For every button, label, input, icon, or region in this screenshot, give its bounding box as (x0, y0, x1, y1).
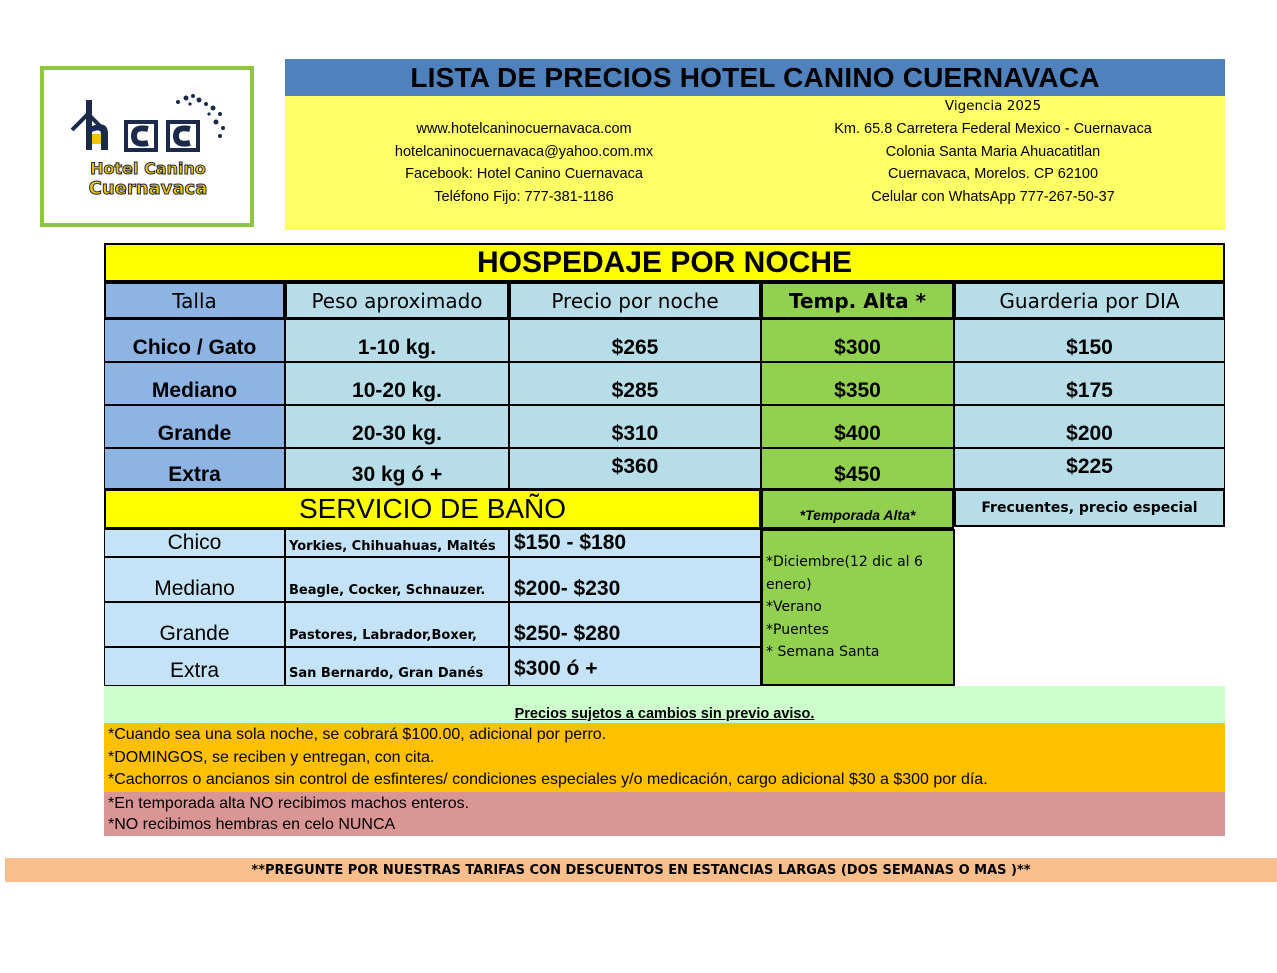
row-temp-alta: $300 (761, 319, 954, 362)
row-talla: Mediano (104, 362, 285, 405)
high-season-label: *Temporada Alta* (761, 489, 954, 529)
facebook-link[interactable]: Facebook: Hotel Canino Cuernavaca (405, 166, 643, 182)
bath-row-talla: Grande (104, 602, 285, 647)
policy-note: *Cachorros o ancianos sin control de esfinteres/ condiciones especiales y/o medicación, cargo adicional $30 a $300 por día. (108, 771, 988, 788)
validity-year: Vigencia 2025 (944, 98, 1042, 114)
bath-row-razas: San Bernardo, Gran Danés (285, 647, 509, 686)
whatsapp-text: Celular con WhatsApp 777-267-50-37 (871, 189, 1115, 205)
hotel-logo (40, 66, 254, 227)
bath-row-razas: Yorkies, Chihuahuas, Maltés (285, 529, 509, 557)
policy-note: *DOMINGOS, se reciben y entregan, con cita. (108, 748, 435, 766)
row-talla: Chico / Gato (104, 319, 285, 362)
col-header-temp-alta: Temp. Alta * (761, 282, 954, 319)
lodging-title: HOSPEDAJE POR NOCHE (104, 243, 1225, 282)
policy-notes (104, 723, 1225, 792)
bath-row-razas: Beagle, Cocker, Schnauzer. (285, 557, 509, 602)
row-peso: 1-10 kg. (285, 319, 509, 362)
long-stay-banner: **PREGUNTE POR NUESTRAS TARIFAS CON DESCUENTOS EN ESTANCIAS LARGAS (DOS SEMANAS O MAS )** (5, 858, 1277, 882)
restriction-note: *En temporada alta NO recibimos machos enteros. (108, 795, 470, 812)
season-item: *Diciembre(12 dic al 6 enero) (766, 554, 923, 593)
row-guarderia: $175 (954, 362, 1225, 405)
row-guarderia: $150 (954, 319, 1225, 362)
bath-row-precio: $250- $280 (509, 602, 761, 647)
bath-row-precio: $150 - $180 (509, 529, 761, 557)
bath-row-razas: Pastores, Labrador,Boxer, (285, 602, 509, 647)
row-temp-alta: $400 (761, 405, 954, 448)
logo-line1: Hotel Canino (90, 159, 206, 178)
row-peso: 10-20 kg. (285, 362, 509, 405)
season-item: *Puentes (766, 621, 829, 638)
address-line1: Km. 65.8 Carretera Federal Mexico - Cuernavaca (834, 121, 1152, 137)
row-talla: Grande (104, 405, 285, 448)
row-precio: $265 (509, 319, 761, 362)
col-header-precio: Precio por noche (509, 282, 761, 319)
bath-title: SERVICIO DE BAÑO (104, 489, 761, 529)
row-peso: 30 kg ó + (285, 448, 509, 489)
row-guarderia: $225 (954, 448, 1225, 489)
row-temp-alta: $450 (761, 448, 954, 489)
bath-row-talla: Extra (104, 647, 285, 686)
price-notice: Precios sujetos a cambios sin previo aviso. (104, 686, 1225, 723)
bath-row-talla: Chico (104, 529, 285, 557)
bath-row-talla: Mediano (104, 557, 285, 602)
col-header-peso: Peso aproximado (285, 282, 509, 319)
address-line2: Colonia Santa Maria Ahuacatitlan (885, 144, 1101, 160)
row-talla: Extra (104, 448, 285, 489)
contact-info (285, 96, 1225, 230)
phone-text: Teléfono Fijo: 777-381-1186 (434, 189, 614, 205)
col-header-talla: Talla (104, 282, 285, 319)
price-table (104, 243, 1226, 529)
season-item: *Verano (766, 599, 822, 615)
row-temp-alta: $350 (761, 362, 954, 405)
row-precio: $360 (509, 448, 761, 489)
row-precio: $285 (509, 362, 761, 405)
website-link[interactable]: www.hotelcaninocuernavaca.com (416, 121, 632, 137)
row-peso: 20-30 kg. (285, 405, 509, 448)
high-season-list (761, 529, 955, 686)
restriction-note: *NO recibimos hembras en celo NUNCA (108, 816, 396, 833)
frequent-price-label: Frecuentes, precio especial (954, 489, 1225, 527)
hotel-logo-graphic (68, 90, 228, 205)
address-line3: Cuernavaca, Morelos. CP 62100 (887, 166, 1099, 182)
row-guarderia: $200 (954, 405, 1225, 448)
logo-line2: Cuernavaca (88, 178, 208, 199)
season-item: * Semana Santa (766, 644, 880, 660)
bath-row-precio: $300 ó + (509, 647, 761, 686)
page-title: LISTA DE PRECIOS HOTEL CANINO CUERNAVACA (285, 59, 1225, 96)
restriction-notes (104, 792, 1225, 836)
bath-row-precio: $200- $230 (509, 557, 761, 602)
policy-note: *Cuando sea una sola noche, se cobrará $100.00, adicional por perro. (108, 726, 607, 743)
row-precio: $310 (509, 405, 761, 448)
bath-table (104, 529, 955, 686)
col-header-guarderia: Guarderia por DIA (954, 282, 1225, 319)
email-link[interactable]: hotelcaninocuernavaca@yahoo.com.mx (394, 144, 654, 160)
